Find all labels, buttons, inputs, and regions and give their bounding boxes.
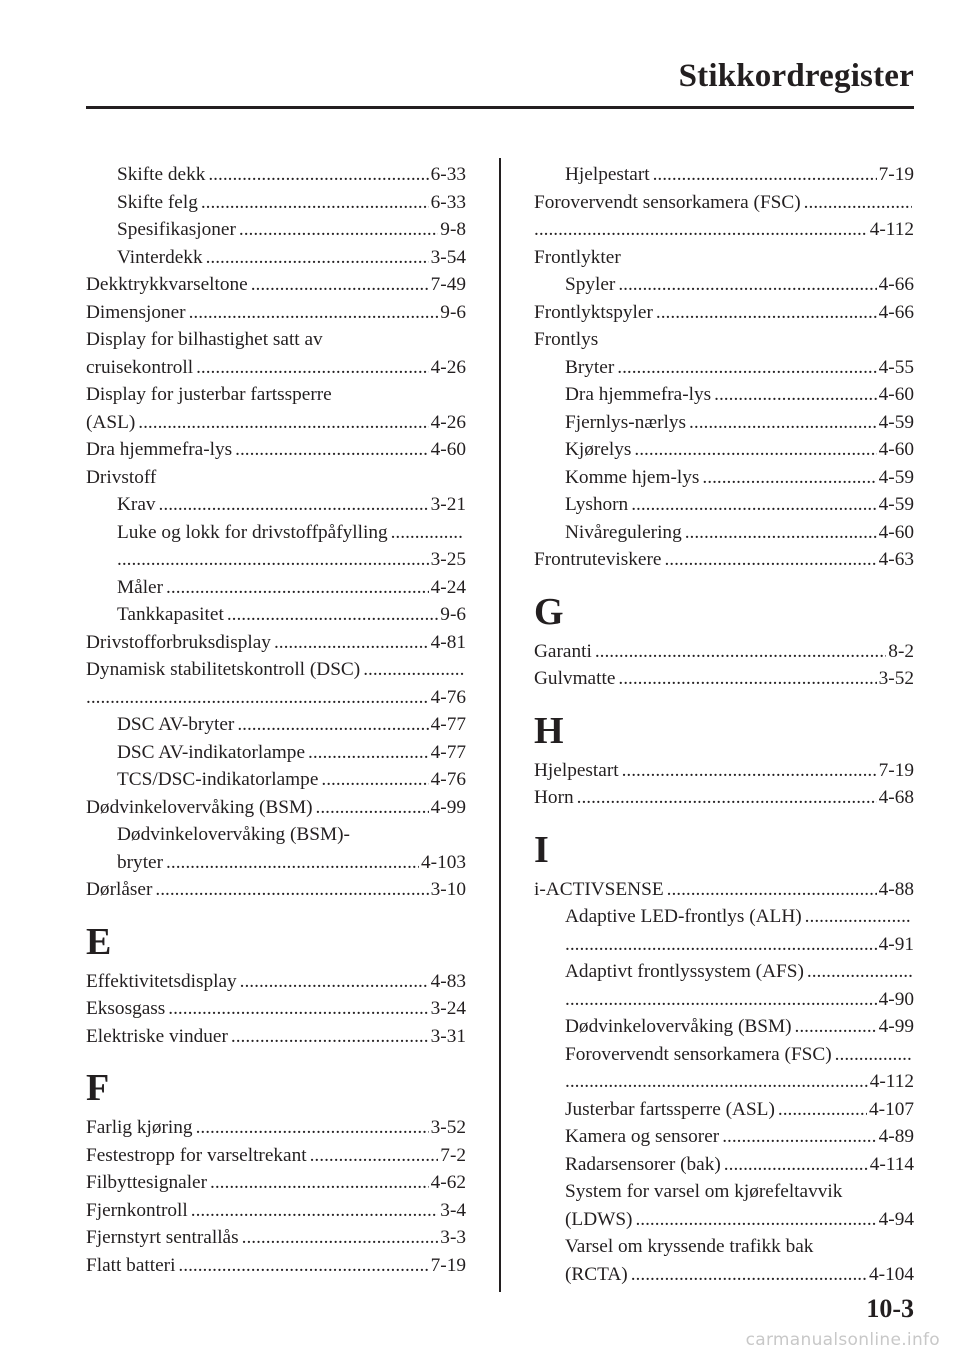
dot-leader bbox=[618, 665, 876, 693]
entry-label: Flatt batteri bbox=[86, 1254, 176, 1276]
entry-page-ref: 4-60 bbox=[878, 384, 914, 405]
index-entry bbox=[534, 876, 914, 904]
index-entry bbox=[86, 1023, 466, 1051]
entry-page-ref: 4-91 bbox=[878, 933, 914, 955]
entry-label: Justerbar fartssperre (ASL) bbox=[565, 1098, 775, 1120]
index-entry bbox=[86, 354, 466, 382]
index-entry bbox=[534, 354, 914, 382]
index-entry bbox=[86, 968, 466, 996]
index-entry bbox=[534, 1041, 914, 1069]
entry-page-ref: 4-63 bbox=[878, 549, 914, 570]
entry-page-ref: 4-104 bbox=[869, 1263, 914, 1285]
entry-label: Elektriske vinduer bbox=[86, 1025, 228, 1047]
dot-leader bbox=[685, 519, 877, 547]
index-entry bbox=[86, 491, 466, 519]
index-entry bbox=[86, 161, 466, 189]
dot-leader bbox=[714, 381, 877, 409]
dot-leader bbox=[778, 1096, 867, 1124]
page-header-title: Stikkordregister bbox=[678, 58, 914, 94]
dot-leader bbox=[166, 574, 429, 602]
index-entry bbox=[86, 684, 466, 712]
entry-page-ref: 4-77 bbox=[430, 741, 466, 763]
entry-page-ref: 3-25 bbox=[430, 549, 466, 570]
entry-page-ref: 3-21 bbox=[430, 494, 466, 515]
index-heading: Drivstoff bbox=[86, 466, 157, 488]
index-entry bbox=[534, 1151, 914, 1179]
entry-page-ref: 4-81 bbox=[430, 631, 466, 653]
dot-leader bbox=[191, 1197, 439, 1225]
index-entry bbox=[86, 189, 466, 217]
entry-page-ref: 4-76 bbox=[430, 769, 466, 790]
entry-label: (ASL) bbox=[86, 411, 136, 433]
dot-leader bbox=[251, 271, 429, 299]
dot-leader bbox=[235, 436, 429, 464]
dot-leader bbox=[722, 1123, 876, 1151]
entry-page-ref: 4-66 bbox=[878, 301, 914, 323]
dot-leader bbox=[577, 784, 877, 812]
dot-leader bbox=[631, 491, 876, 519]
entry-page-ref: 6-33 bbox=[430, 164, 466, 185]
entry-label: Skifte felg bbox=[117, 191, 198, 213]
index-entry bbox=[86, 1114, 466, 1142]
entry-page-ref: 4-83 bbox=[430, 970, 466, 992]
dot-leader bbox=[138, 409, 428, 437]
entry-page-ref: 4-59 bbox=[878, 466, 914, 488]
entry-page-ref: 4-112 bbox=[869, 219, 914, 240]
index-entry bbox=[86, 1142, 466, 1170]
entry-label: Luke og lokk for drivstoffpåfylling bbox=[117, 521, 388, 543]
entry-label: Fjernkontroll bbox=[86, 1199, 188, 1221]
entry-page-ref: 3-24 bbox=[430, 998, 466, 1019]
entry-label: Dimensjoner bbox=[86, 301, 186, 323]
index-entry bbox=[86, 629, 466, 657]
entry-label: Hjelpestart bbox=[565, 164, 650, 185]
entry-page-ref: 4-60 bbox=[430, 439, 466, 460]
dot-leader bbox=[653, 161, 877, 189]
dot-leader bbox=[86, 684, 429, 712]
dot-leader bbox=[565, 1068, 868, 1096]
entry-label: Dødvinkelovervåking (BSM) bbox=[86, 796, 313, 818]
index-entry bbox=[86, 519, 466, 547]
entry-page-ref: 3-10 bbox=[430, 879, 466, 900]
entry-label: Nivåregulering bbox=[565, 521, 682, 543]
entry-page-ref: 4-88 bbox=[878, 878, 914, 900]
entry-label: Vinterdekk bbox=[117, 246, 203, 268]
entry-label: Måler bbox=[117, 576, 164, 598]
entry-page-ref: 4-60 bbox=[878, 521, 914, 543]
index-entry bbox=[534, 784, 914, 812]
dot-leader bbox=[667, 876, 877, 904]
dot-leader bbox=[618, 271, 876, 299]
entry-page-ref: 4-59 bbox=[878, 494, 914, 515]
entry-page-ref: 4-68 bbox=[878, 787, 914, 808]
section-letter: F bbox=[86, 1067, 110, 1109]
index-column-right bbox=[534, 161, 914, 1288]
entry-label: Tankkapasitet bbox=[117, 604, 224, 625]
entry-page-ref: 3-3 bbox=[440, 1227, 466, 1248]
dot-leader bbox=[391, 519, 464, 547]
entry-page-ref: 4-76 bbox=[430, 686, 466, 708]
index-entry bbox=[534, 986, 914, 1014]
index-entry bbox=[86, 766, 466, 794]
dot-leader bbox=[117, 546, 429, 574]
index-entry bbox=[86, 546, 466, 574]
entry-page-ref: 7-19 bbox=[430, 1254, 466, 1276]
dot-leader bbox=[595, 638, 886, 666]
dot-leader bbox=[240, 968, 429, 996]
dot-leader bbox=[310, 1142, 439, 1170]
entry-page-ref: 8-2 bbox=[888, 640, 914, 662]
index-entry bbox=[534, 958, 914, 986]
dot-leader bbox=[807, 958, 912, 986]
index-entry bbox=[86, 995, 466, 1023]
entry-label: Horn bbox=[534, 787, 574, 808]
entry-label: Spyler bbox=[565, 274, 616, 295]
dot-leader bbox=[239, 216, 438, 244]
entry-label: Fjernlys-nærlys bbox=[565, 411, 687, 433]
entry-label: Frontruteviskere bbox=[534, 549, 662, 570]
index-entry bbox=[534, 436, 914, 464]
index-entry bbox=[534, 381, 914, 409]
watermark: carmanualsonline.info bbox=[745, 1330, 940, 1350]
section-letter: E bbox=[86, 920, 112, 963]
entry-page-ref: 9-8 bbox=[440, 219, 466, 240]
entry-label: Skifte dekk bbox=[117, 164, 206, 185]
entry-label: bryter bbox=[117, 851, 164, 873]
entry-label: Eksosgass bbox=[86, 998, 166, 1019]
entry-page-ref: 4-24 bbox=[430, 576, 466, 598]
entry-page-ref: 4-112 bbox=[869, 1071, 914, 1092]
index-entry bbox=[86, 794, 466, 822]
entry-label: Effektivitetsdisplay bbox=[86, 970, 237, 992]
entry-label: DSC AV-indikatorlampe bbox=[117, 741, 305, 763]
dot-leader bbox=[656, 299, 877, 327]
entry-page-ref: 4-94 bbox=[878, 1208, 914, 1230]
index-heading: System for varsel om kjørefeltavvik bbox=[565, 1181, 843, 1202]
entry-label: Filbyttesignaler bbox=[86, 1172, 208, 1193]
index-entry bbox=[86, 656, 466, 684]
dot-leader bbox=[724, 1151, 868, 1179]
index-entry bbox=[534, 464, 914, 492]
dot-leader bbox=[231, 1023, 429, 1051]
dot-leader bbox=[210, 1169, 429, 1197]
dot-leader bbox=[635, 1206, 876, 1234]
entry-page-ref: 9-6 bbox=[440, 604, 466, 625]
entry-label: Lyshorn bbox=[565, 494, 629, 515]
index-heading: Varsel om kryssende trafikk bak bbox=[565, 1236, 814, 1257]
index-entry bbox=[534, 638, 914, 666]
entry-label: Dynamisk stabilitetskontroll (DSC) bbox=[86, 659, 361, 680]
index-heading: Frontlykter bbox=[534, 246, 621, 268]
dot-leader bbox=[242, 1224, 439, 1252]
entry-page-ref: 3-52 bbox=[878, 668, 914, 689]
index-entry bbox=[534, 1068, 914, 1096]
index-entry bbox=[86, 1197, 466, 1225]
index-entry bbox=[534, 1261, 914, 1289]
index-entry bbox=[534, 519, 914, 547]
entry-page-ref: 7-19 bbox=[878, 759, 914, 781]
index-entry bbox=[534, 491, 914, 519]
index-entry bbox=[86, 849, 466, 877]
entry-page-ref: 3-54 bbox=[430, 246, 466, 268]
index-entry bbox=[86, 216, 466, 244]
entry-page-ref: 7-49 bbox=[430, 274, 466, 295]
entry-page-ref: 4-26 bbox=[430, 411, 466, 433]
index-entry bbox=[534, 665, 914, 693]
index-entry bbox=[86, 601, 466, 629]
entry-label: Bryter bbox=[565, 356, 615, 378]
entry-label: Garanti bbox=[534, 640, 592, 662]
entry-label: Adaptivt frontlyssystem (AFS) bbox=[565, 961, 804, 982]
entry-label: Kjørelys bbox=[565, 439, 632, 460]
dot-leader bbox=[274, 629, 429, 657]
entry-label: (RCTA) bbox=[565, 1263, 628, 1285]
index-entry bbox=[534, 1096, 914, 1124]
entry-label: Hjelpestart bbox=[534, 759, 619, 781]
entry-label: Spesifikasjoner bbox=[117, 219, 236, 240]
dot-leader bbox=[565, 986, 877, 1014]
index-entry bbox=[534, 216, 914, 244]
dot-leader bbox=[805, 903, 912, 931]
entry-page-ref: 4-99 bbox=[430, 796, 466, 818]
section-letter: G bbox=[534, 590, 564, 633]
index-entry bbox=[534, 903, 914, 931]
dot-leader bbox=[155, 876, 428, 904]
index-entry bbox=[86, 739, 466, 767]
dot-leader bbox=[308, 739, 429, 767]
entry-page-ref: 3-4 bbox=[440, 1199, 466, 1221]
dot-leader bbox=[565, 931, 877, 959]
entry-label: Festestropp for varseltrekant bbox=[86, 1144, 307, 1166]
dot-leader bbox=[189, 299, 439, 327]
index-entry bbox=[86, 1224, 466, 1252]
dot-leader bbox=[634, 436, 876, 464]
dot-leader bbox=[631, 1261, 867, 1289]
index-entry bbox=[534, 161, 914, 189]
index-entry bbox=[86, 574, 466, 602]
entry-label: Fjernstyrt sentrallås bbox=[86, 1227, 239, 1248]
entry-label: Forovervendt sensorkamera (FSC) bbox=[565, 1043, 832, 1065]
dot-leader bbox=[168, 995, 428, 1023]
entry-label: Dørlåser bbox=[86, 879, 153, 900]
index-entry bbox=[86, 711, 466, 739]
dot-leader bbox=[208, 161, 428, 189]
dot-leader bbox=[689, 409, 877, 437]
index-entry bbox=[86, 409, 466, 437]
entry-label: Farlig kjøring bbox=[86, 1117, 193, 1138]
entry-page-ref: 4-77 bbox=[430, 714, 466, 735]
entry-label: DSC AV-bryter bbox=[117, 714, 235, 735]
entry-page-ref: 4-62 bbox=[430, 1172, 466, 1193]
dot-leader bbox=[702, 464, 876, 492]
index-entry bbox=[534, 757, 914, 785]
entry-page-ref: 7-19 bbox=[878, 164, 914, 185]
dot-leader bbox=[534, 216, 868, 244]
entry-page-ref: 4-99 bbox=[878, 1016, 914, 1037]
entry-label: TCS/DSC-indikatorlampe bbox=[117, 769, 319, 790]
index-heading: Display for justerbar fartssperre bbox=[86, 384, 332, 405]
entry-label: Dra hjemmefra-lys bbox=[565, 384, 712, 405]
index-entry bbox=[86, 1252, 466, 1280]
entry-label: Drivstofforbruksdisplay bbox=[86, 631, 271, 653]
dot-leader bbox=[622, 757, 877, 785]
dot-leader bbox=[166, 849, 419, 877]
entry-page-ref: 3-52 bbox=[430, 1117, 466, 1138]
dot-leader bbox=[617, 354, 876, 382]
dot-leader bbox=[804, 189, 912, 217]
dot-leader bbox=[201, 189, 429, 217]
index-entry bbox=[86, 436, 466, 464]
index-entry bbox=[534, 931, 914, 959]
index-entry bbox=[534, 1206, 914, 1234]
entry-label: Krav bbox=[117, 494, 156, 515]
entry-page-ref: 3-31 bbox=[430, 1025, 466, 1047]
index-heading: Display for bilhastighet satt av bbox=[86, 329, 323, 350]
entry-page-ref: 4-59 bbox=[878, 411, 914, 433]
index-entry bbox=[534, 271, 914, 299]
entry-label: cruisekontroll bbox=[86, 356, 194, 378]
index-entry bbox=[86, 299, 466, 327]
entry-page-ref: 4-66 bbox=[878, 274, 914, 295]
entry-page-ref: 6-33 bbox=[430, 191, 466, 213]
index-entry bbox=[534, 299, 914, 327]
index-entry bbox=[534, 1123, 914, 1151]
index-heading: Frontlys bbox=[534, 329, 599, 350]
section-letter: I bbox=[534, 828, 549, 871]
dot-leader bbox=[795, 1013, 877, 1041]
entry-label: Kamera og sensorer bbox=[565, 1126, 720, 1147]
index-heading: Dødvinkelovervåking (BSM)- bbox=[117, 824, 350, 845]
dot-leader bbox=[178, 1252, 428, 1280]
index-entry bbox=[86, 1169, 466, 1197]
entry-label: Adaptive LED-frontlys (ALH) bbox=[565, 906, 802, 927]
dot-leader bbox=[237, 711, 428, 739]
entry-page-ref: 4-107 bbox=[869, 1098, 914, 1120]
entry-label: Frontlyktspyler bbox=[534, 301, 653, 323]
dot-leader bbox=[321, 766, 428, 794]
entry-page-ref: 7-2 bbox=[440, 1144, 466, 1166]
entry-label: Dekktrykkvarseltone bbox=[86, 274, 248, 295]
entry-page-ref: 4-60 bbox=[878, 439, 914, 460]
entry-label: (LDWS) bbox=[565, 1208, 633, 1230]
index-entry bbox=[86, 244, 466, 272]
dot-leader bbox=[159, 491, 429, 519]
entry-page-ref: 4-55 bbox=[878, 356, 914, 378]
index-column-left bbox=[86, 161, 466, 1279]
entry-label: Gulvmatte bbox=[534, 668, 616, 689]
entry-label: Radarsensorer (bak) bbox=[565, 1153, 721, 1175]
column-divider bbox=[499, 158, 501, 1292]
entry-label: i-ACTIVSENSE bbox=[534, 878, 664, 900]
index-entry bbox=[86, 271, 466, 299]
dot-leader bbox=[196, 1114, 429, 1142]
entry-label: Forovervendt sensorkamera (FSC) bbox=[534, 191, 801, 213]
entry-page-ref: 4-90 bbox=[878, 988, 914, 1010]
entry-label: Dødvinkelovervåking (BSM) bbox=[565, 1016, 792, 1037]
entry-page-ref: 4-103 bbox=[421, 851, 466, 873]
dot-leader bbox=[363, 656, 464, 684]
index-entry bbox=[534, 546, 914, 574]
entry-label: Komme hjem-lys bbox=[565, 466, 700, 488]
dot-leader bbox=[835, 1041, 912, 1069]
index-entry bbox=[534, 1013, 914, 1041]
entry-page-ref: 9-6 bbox=[440, 301, 466, 323]
entry-page-ref: 4-114 bbox=[869, 1153, 914, 1175]
dot-leader bbox=[227, 601, 438, 629]
dot-leader bbox=[316, 794, 429, 822]
dot-leader bbox=[196, 354, 429, 382]
index-entry bbox=[86, 876, 466, 904]
header-rule bbox=[86, 106, 914, 109]
index-entry bbox=[534, 409, 914, 437]
page-number: 10-3 bbox=[866, 1294, 914, 1323]
section-letter: H bbox=[534, 709, 564, 752]
entry-label: Dra hjemmefra-lys bbox=[86, 439, 233, 460]
dot-leader bbox=[206, 244, 429, 272]
entry-page-ref: 4-89 bbox=[878, 1126, 914, 1147]
dot-leader bbox=[664, 546, 876, 574]
index-entry bbox=[534, 189, 914, 217]
entry-page-ref: 4-26 bbox=[430, 356, 466, 378]
